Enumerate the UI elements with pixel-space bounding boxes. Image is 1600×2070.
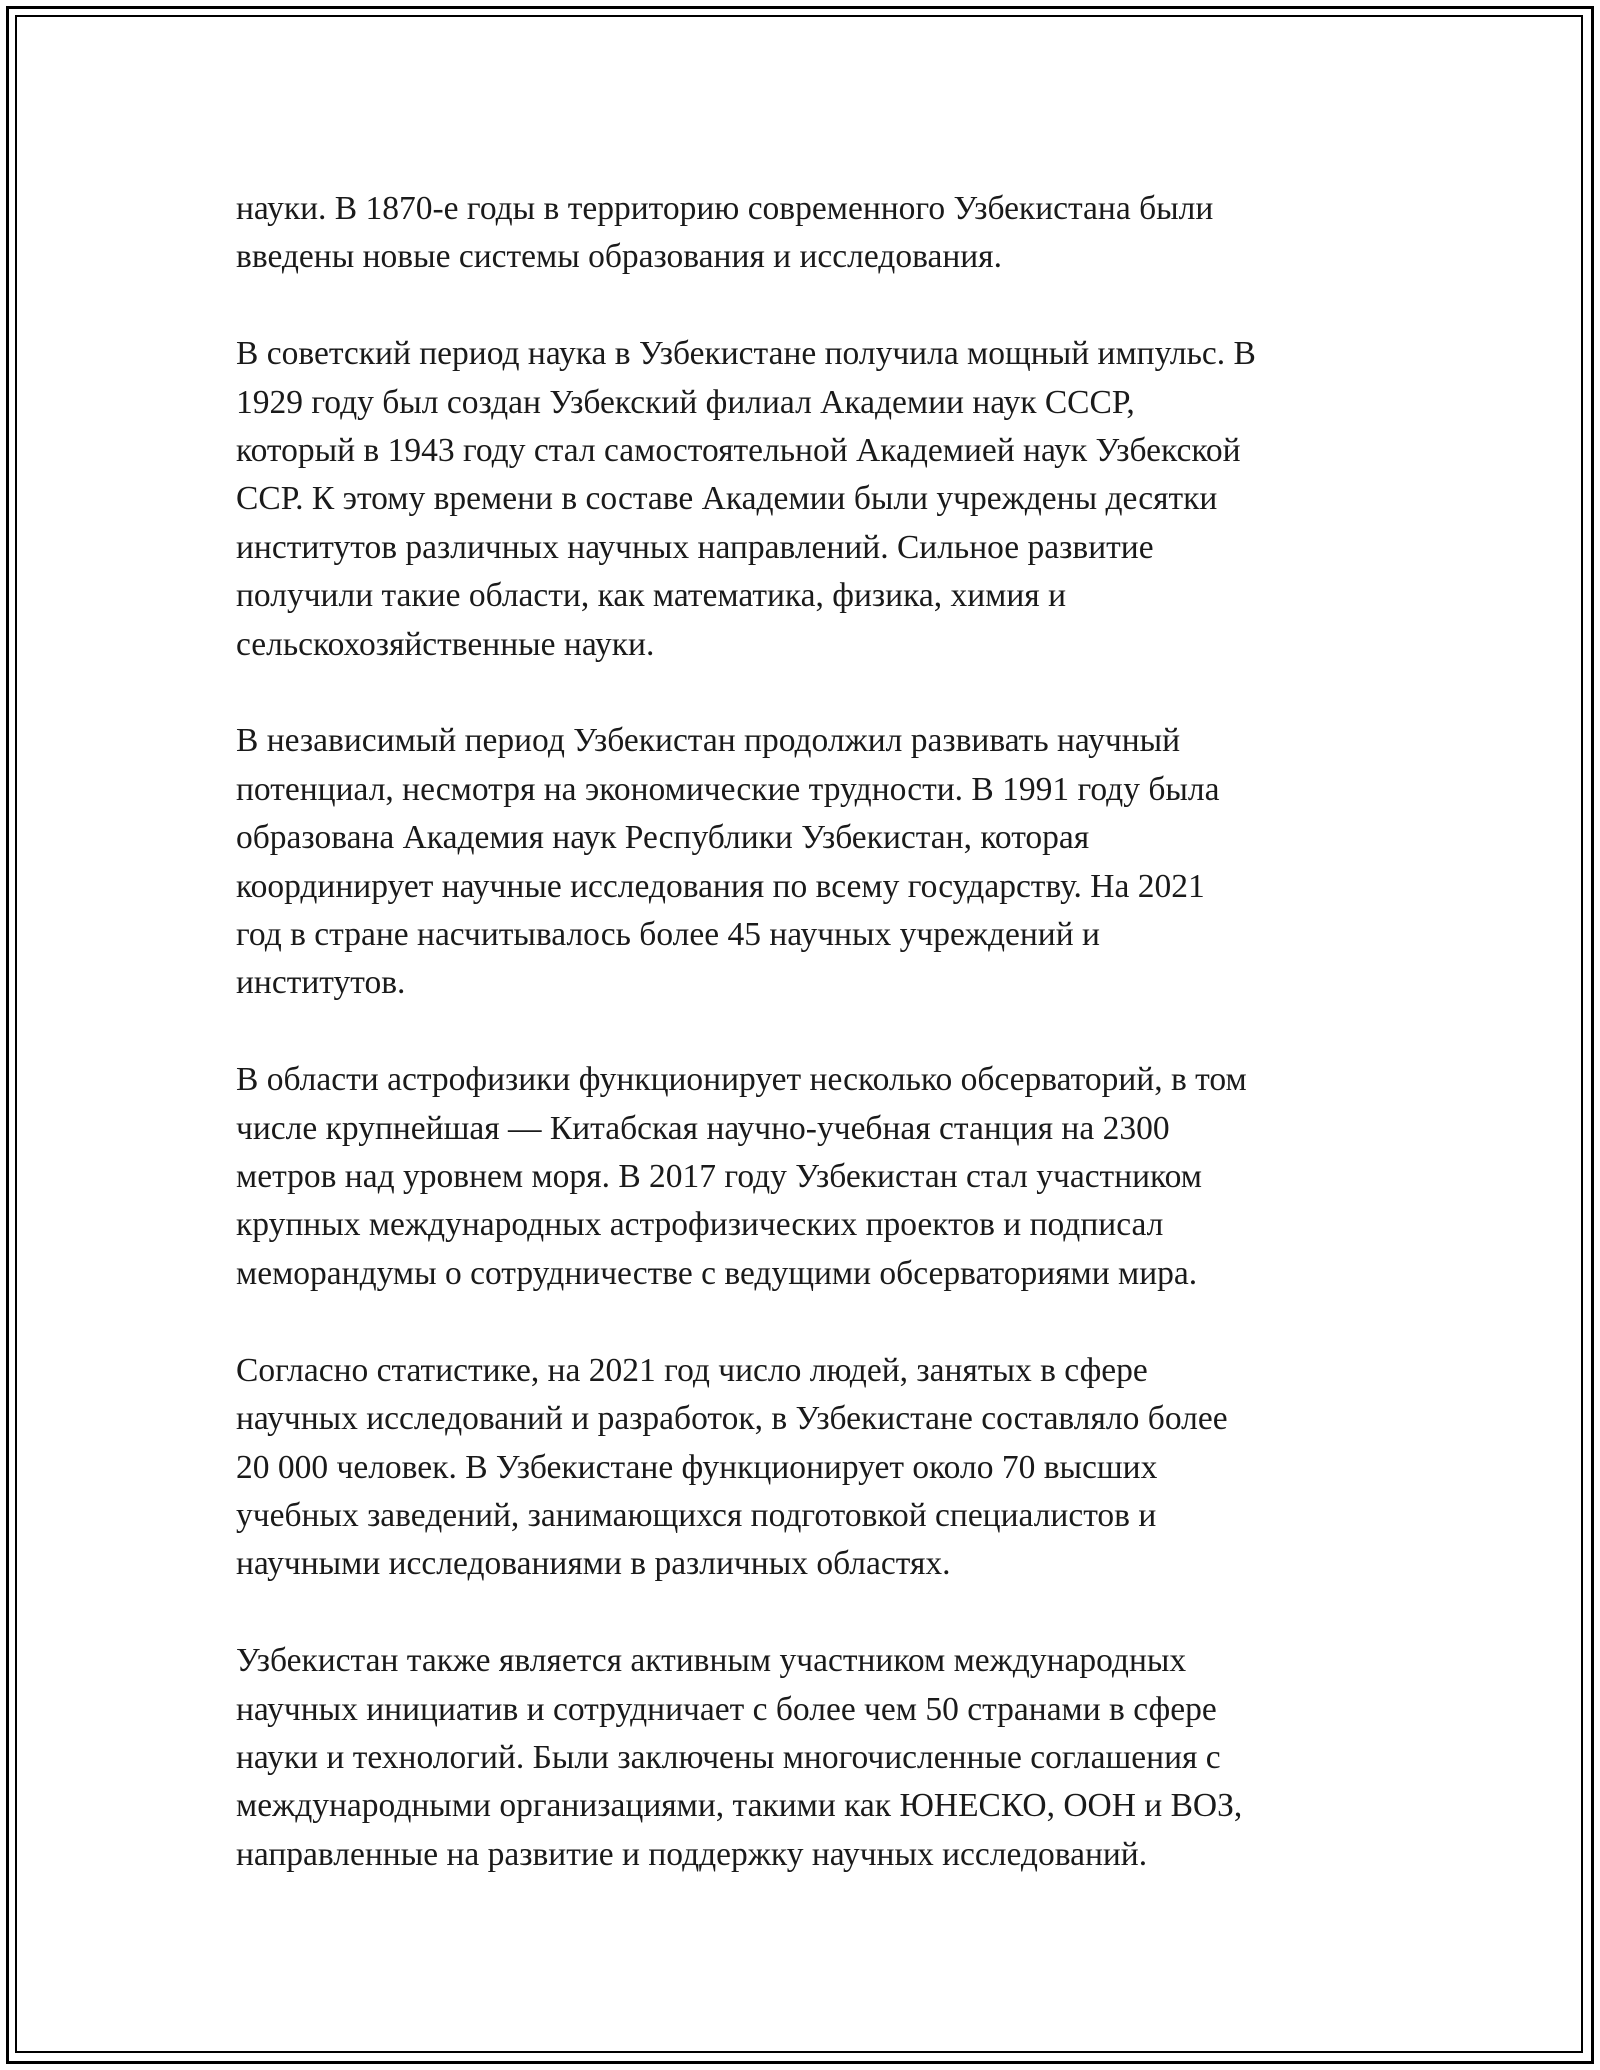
paragraph-astrophysics [236, 1056, 1366, 1298]
text-line: В независимый период Узбекистан продолжил развивать научный [236, 722, 1181, 760]
text-line: Согласно статистике, на 2021 год число людей, занятых в сфере [236, 1351, 1148, 1389]
text-line: метров над уровнем моря. В 2017 году Узбекистан стал участником [236, 1158, 1202, 1196]
text-line: научных исследований и разработок, в Узбекистане составляло более [236, 1400, 1228, 1438]
document-body [236, 185, 1366, 1928]
paragraph-soviet-period [236, 330, 1366, 669]
text-line: науки. В 1870-е годы в территорию современного Узбекистана были [236, 190, 1214, 227]
text-line: 20 000 человек. В Узбекистане функционирует около 70 высших [236, 1448, 1158, 1486]
text-line: введены новые системы образования и исследования. [236, 238, 1002, 276]
text-line: институтов. [236, 964, 406, 1002]
text-line: числе крупнейшая — Китабская научно-учебная станция на 2300 [236, 1109, 1170, 1147]
text-line: учебных заведений, занимающихся подготовкой специалистов и [236, 1496, 1157, 1534]
paragraph-history [236, 185, 1366, 282]
text-line: научными исследованиями в различных областях. [236, 1545, 951, 1583]
text-line: который в 1943 году стал самостоятельной Академией наук Узбекской [236, 432, 1241, 470]
text-line: год в стране насчитывалось более 45 научных учреждений и [236, 916, 1100, 954]
text-line: институтов различных научных направлений. Сильное развитие [236, 528, 1154, 566]
text-line: меморандумы о сотрудничестве с ведущими обсерваториями мира. [236, 1254, 1198, 1292]
text-line: науки и технологий. Были заключены многочисленные соглашения с [236, 1738, 1221, 1776]
text-line: В советский период наука в Узбекистане получила мощный импульс. В [236, 335, 1256, 373]
text-line: ССР. К этому времени в составе Академии были учреждены десятки [236, 480, 1218, 518]
text-line: сельскохозяйственные науки. [236, 625, 655, 663]
paragraph-international-cooperation [236, 1637, 1366, 1879]
text-line: 1929 году был создан Узбекский филиал Академии наук СССР, [236, 383, 1135, 421]
paragraph-independence-period [236, 717, 1366, 1007]
text-line: В области астрофизики функционирует несколько обсерваторий, в том [236, 1061, 1247, 1099]
text-line: получили такие области, как математика, физика, химия и [236, 577, 1066, 615]
text-line: научных инициатив и сотрудничает с более чем 50 странами в сфере [236, 1690, 1217, 1728]
text-line: международными организациями, такими как ЮНЕСКО, ООН и ВОЗ, [236, 1787, 1243, 1825]
text-line: направленные на развитие и поддержку научных исследований. [236, 1835, 1148, 1873]
paragraph-statistics [236, 1347, 1366, 1589]
text-line: крупных международных астрофизических проектов и подписал [236, 1206, 1164, 1244]
text-line: Узбекистан также является активным участником международных [236, 1642, 1187, 1680]
text-line: потенциал, несмотря на экономические трудности. В 1991 году была [236, 770, 1220, 808]
text-line: образована Академия наук Республики Узбекистан, которая [236, 819, 1090, 857]
text-line: координирует научные исследования по всему государству. На 2021 [236, 867, 1205, 905]
